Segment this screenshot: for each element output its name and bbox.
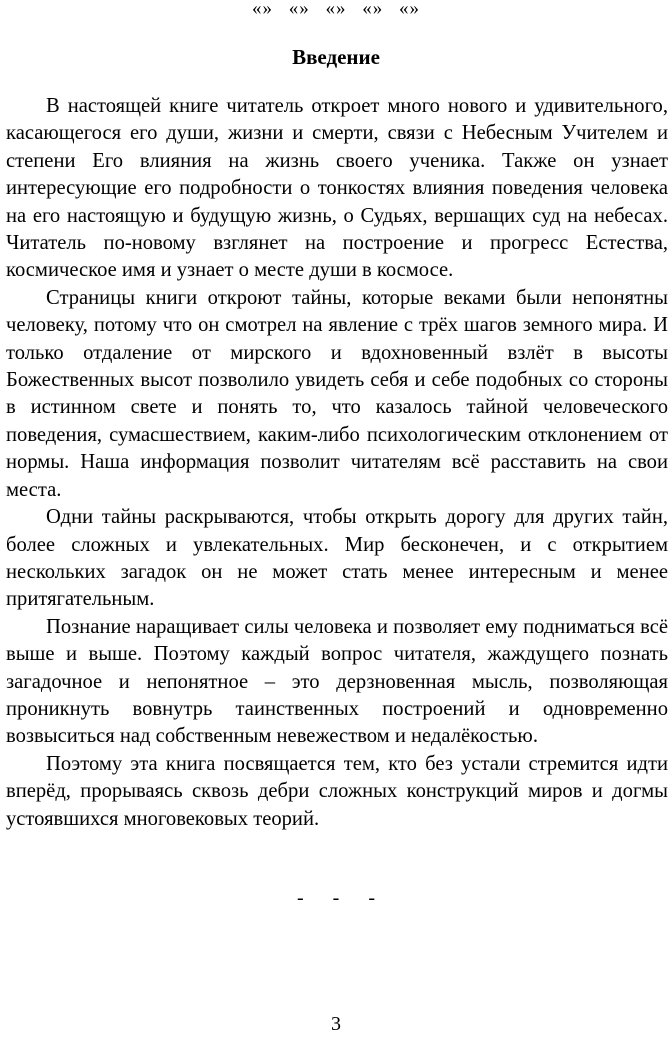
- paragraph: В настоящей книге читатель откроет много нового и удивительного, касающегося его души, жизни и смерти, связи с Небесным Учителем и степени Его влияния на жизнь своего ученика. Также он узнает интересующие его подробности о тонкостях влияния поведения человека на его настоящую и будущую жизнь, о Судьях, вершащих суд на небесах. Читатель по-новому взглянет на построение и прогресс Естества, космическое имя и узнает о месте души в космосе.: [6, 95, 668, 282]
- paragraph: Одни тайны раскрываются, чтобы открыть дорогу для других тайн, более сложных и увлекательных. Мир бесконечен, и с открытием нескольких загадок он не может стать менее интересным и менее притягательным.: [6, 506, 668, 611]
- section-separator: - - -: [297, 887, 375, 909]
- body-text: [6, 93, 668, 833]
- paragraph: Поэтому эта книга посвящается тем, кто без устали стремится идти вперёд, прорываясь сквозь дебри сложных конструкций миров и догмы устоявшихся многовековых теорий.: [6, 752, 668, 830]
- paragraph: Познание наращивает силы человека и позволяет ему подниматься всё выше и выше. Поэтому каждый вопрос читателя, жаждущего познать загадочное и непонятное – это дерзновенная мысль, позволяющая проникнуть вовнутрь таинственных построений и одновременно возвыситься над собственным невежеством и недалёкостью.: [6, 615, 668, 748]
- page-number: 3: [331, 1013, 341, 1035]
- page-title: Введение: [292, 45, 380, 69]
- paragraph: Страницы книги откроют тайны, которые веками были непонятны человеку, потому что он смотрел на явление с трёх шагов земного мира. И только отдаление от мирского и вдохновенный взлёт в высоты Божественных высот позволило увидеть себя и себе подобных со стороны в истинном свете и понять то, что казалось тайной человеческого поведения, сумасшествием, каким-либо психологическим отклонением от нормы. Наша информация позволит читателям всё расставить на свои места.: [6, 286, 668, 501]
- header-ornament: «» «» «» «» «»: [252, 0, 420, 19]
